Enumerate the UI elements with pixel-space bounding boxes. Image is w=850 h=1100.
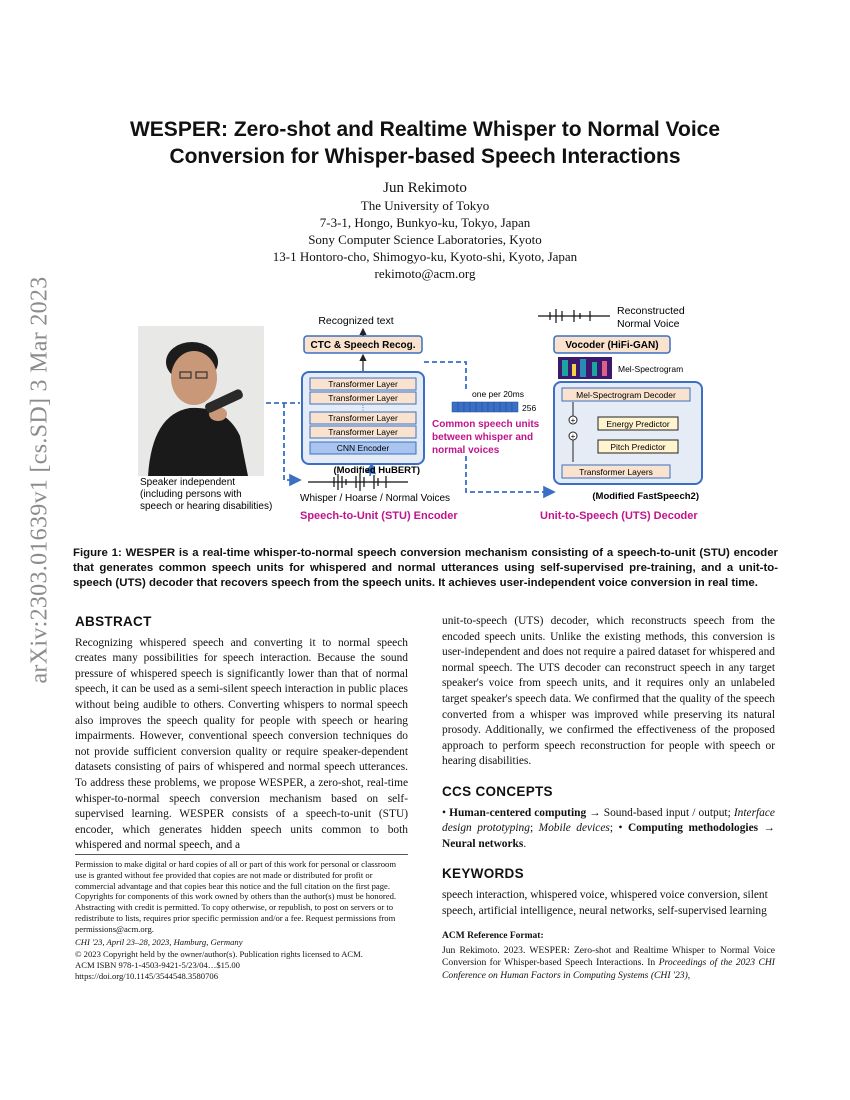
speaker-photo — [138, 326, 264, 476]
photo-caption-3: speech or hearing disabilities) — [140, 501, 273, 512]
ccs-heading: CCS CONCEPTS — [442, 783, 553, 799]
reconstructed-label-1: Reconstructed — [617, 305, 685, 317]
speech-units-vector — [452, 402, 518, 412]
reference-heading: ACM Reference Format: — [442, 931, 544, 942]
arxiv-stamp-text: arXiv:2303.01639v1 [cs.SD] 3 Mar 2023 — [26, 276, 53, 684]
author-affiliation-1: The University of Tokyo — [360, 198, 490, 213]
uts-title: Unit-to-Speech (UTS) Decoder — [540, 510, 698, 522]
ccs-hcc: Human-centered computing — [449, 806, 587, 819]
transformer-layer-2: Transformer Layer — [328, 393, 398, 403]
common-units-line-2: between whisper and — [432, 432, 534, 443]
author-name: Jun Rekimoto — [383, 180, 467, 196]
keywords-heading: KEYWORDS — [442, 866, 524, 882]
ccs-nn: Neural networks — [442, 837, 524, 850]
photo-caption-1: Speaker independent — [140, 477, 236, 488]
mel-spectrogram-image — [558, 357, 612, 379]
modified-hubert-label: (Modified HuBERT) — [333, 465, 420, 476]
reference-text: Jun Rekimoto. 2023. WESPER: Zero-shot and Realtime Whisper to Normal Voice Conversion for Whisper-based Speech Interactions. In Proceedings of the 2023 CHI Conference on Human Factors in Computing Systems (CHI '23), — [442, 944, 775, 981]
transformer-layers-label: Transformer Layers — [579, 467, 653, 477]
abstract-heading: ABSTRACT — [75, 614, 152, 629]
transformer-layer-4: Transformer Layer — [328, 427, 398, 437]
input-voices-label: Whisper / Hoarse / Normal Voices — [300, 493, 451, 504]
doi-link[interactable]: https://doi.org/10.1145/3544548.3580706 — [75, 970, 218, 981]
transformer-layer-1: Transformer Layer — [328, 379, 398, 389]
ccs-mobile: Mobile devices — [538, 822, 610, 835]
svg-text:+: + — [570, 432, 576, 441]
mel-spectrogram-label: Mel-Spectrogram — [618, 364, 684, 374]
paper-title: WESPER: Zero-shot and Realtime Whisper to Normal Voice Conversion for Whisper-based Speech Interactions — [129, 118, 721, 168]
recognized-text-label: Recognized text — [318, 315, 394, 327]
author-block — [80, 180, 770, 282]
author-address-2: 13-1 Hontoro-cho, Shimogyo-ku, Kyoto-shi, Kyoto, Japan — [272, 249, 578, 264]
author-address-1: 7-3-1, Hongo, Bunkyo-ku, Tokyo, Japan — [319, 215, 531, 230]
ccs-idp: Interface design prototyping — [442, 806, 775, 835]
encoder-to-units-arrow — [424, 362, 466, 392]
left-column — [75, 614, 408, 854]
units-rate-label: one per 20ms — [472, 389, 524, 399]
right-column — [442, 614, 775, 982]
keywords-text: speech interaction, whispered voice, whispered voice conversion, silent speech, artificial intelligence, neural networks, self-supervised learning — [442, 888, 768, 917]
cnn-encoder-label: CNN Encoder — [336, 443, 390, 453]
copyright: © 2023 Copyright held by the owner/author(s). Publication rights licensed to ACM. — [75, 949, 363, 960]
pitch-predictor-label: Pitch Predictor — [610, 442, 666, 452]
units-to-decoder-arrow — [466, 456, 554, 492]
permission-notice: Permission to make digital or hard copies of all or part of this work for personal or classroom use is granted without fee provided that copies are not made or distributed for profit or commercial advantage and that copies bear this notice and the full citation on the first page. Copyrights for components of this work owned by others than the author(s) must be honored. Abstracting with credit is permitted. To copy otherwise, or republish, to post on servers or to redistribute to lists, requires prior specific permission and/or a fee. Request permissions from permissions@acm.org. — [75, 859, 397, 934]
ctc-label: CTC & Speech Recog. — [310, 340, 416, 351]
footnote — [75, 854, 408, 982]
transformer-layer-3: Transformer Layer — [328, 413, 398, 423]
ccs-computing: Computing methodologies — [627, 822, 759, 835]
abstract-text-left: Recognizing whispered speech and converting it to normal speech creates many possibilities for speech interaction. Because the sound pressure of whispered speech is significantly lower than that of normal speech, it can be used as a semi-silent speech interaction in public places without being audible to others. Converting whispers to normal speech also improves the speech quality for people with speech or hearing impairments. However, conventional speech conversion techniques do not provide sufficient conversion quality or require speaker-dependent datasets consisting of pairs of whispered and normal speech utterances. To address these problems, we propose WESPER, a zero-shot, real-time whisper-to-normal speech conversion mechanism based on self-supervised learning. WESPER consists of a speech-to-unit (STU) encoder, which generates hidden speech units common to both whispered and normal speech, and a — [75, 636, 408, 852]
figure-1-diagram — [130, 296, 720, 534]
svg-text:⋮: ⋮ — [359, 405, 367, 412]
ccs-text: • Human-centered computing → Sound-based input / output; Interface design prototyping; Mobile devices; • Computing methodologies → Neural networks. — [442, 806, 775, 850]
common-units-line-3: normal voices — [432, 445, 500, 456]
reconstructed-label-2: Normal Voice — [617, 318, 680, 330]
common-units-line-1: Common speech units — [432, 419, 540, 430]
input-arrow — [284, 403, 300, 480]
author-email: rekimoto@acm.org — [374, 266, 476, 281]
modified-fastspeech2-label: (Modified FastSpeech2) — [592, 491, 699, 502]
author-affiliation-2: Sony Computer Science Laboratories, Kyoto — [308, 232, 542, 247]
output-waveform — [538, 309, 610, 323]
energy-predictor-label: Energy Predictor — [606, 419, 670, 429]
vocoder-label: Vocoder (HiFi-GAN) — [565, 340, 659, 351]
isbn: ACM ISBN 978-1-4503-9421-5/23/04…$15.00 — [75, 960, 240, 971]
ccs-sound: Sound-based input / output; — [603, 806, 731, 819]
mel-decoder-label: Mel-Spectrogram Decoder — [576, 390, 676, 400]
figure-caption: Figure 1: WESPER is a real-time whisper-to-normal speech conversion mechanism consisting of a speech-to-unit (STU) encoder that generates common speech units for whispered and normal utterances using self-supervised pre-training, and a unit-to-speech (UTS) decoder that recovers speech from the speech units. It achieves user-independent voice conversion in real time. — [73, 547, 778, 589]
arxiv-stamp — [20, 276, 60, 684]
venue: CHI '23, April 23–28, 2023, Hamburg, Germany — [75, 936, 243, 947]
abstract-text-right: unit-to-speech (UTS) decoder, which reconstructs speech from the encoded speech units. Unlike the existing methods, this conversion is user-independent and does not require a paired dataset for whispered and normal speech. The UTS decoder can reconstruct speech in any target speaker's voice from speech units, and it requires only an unlabeled target speaker's speech data. We confirmed that the quality of the speech converted from a whisper was improved while preserving its natural prosody. Additionally, we confirmed the effectiveness of the proposed approach to perform speech reconstruction for people with speech or hearing disabilities. — [442, 615, 775, 768]
units-dim-label: 256 — [522, 403, 537, 413]
stu-title: Speech-to-Unit (STU) Encoder — [300, 510, 458, 522]
photo-caption-2: (including persons with — [140, 489, 242, 500]
svg-text:+: + — [570, 416, 576, 425]
